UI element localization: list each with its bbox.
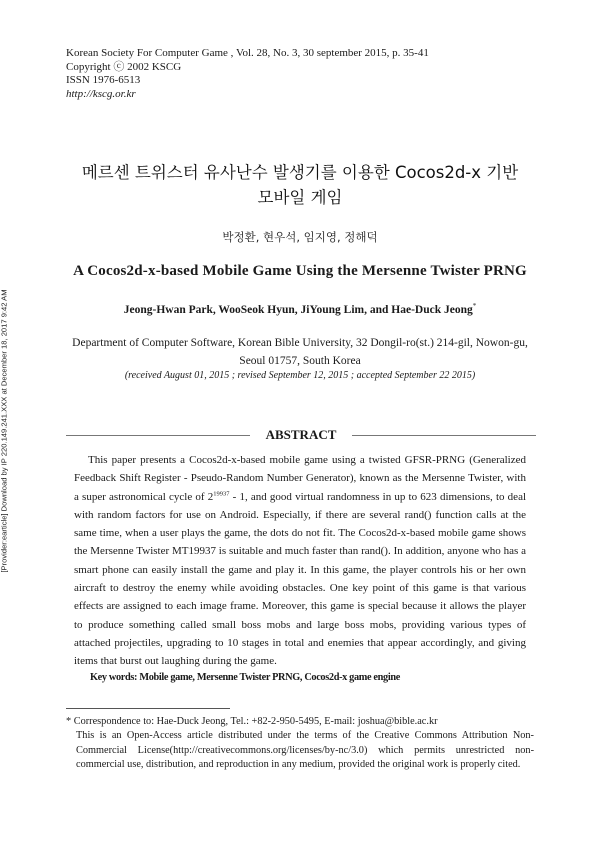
abstract-divider-left — [66, 435, 250, 436]
footnote — [66, 715, 534, 773]
copyright-line: Copyright ⓒ 2002 KSCG — [66, 60, 182, 73]
english-authors-names: Jeong-Hwan Park, WooSeok Hyun, JiYoung Lim, and Hae-Duck Jeong — [123, 303, 473, 316]
korean-title — [40, 160, 560, 210]
footnote-correspondence: * Correspondence to: Hae-Duck Jeong, Tel.: +82-2-950-5495, E-mail: joshua@bible.ac.kr — [66, 716, 438, 727]
download-stamp-text: [Provider:earticle] Download by IP 220.149.241.XXX at December 18, 2017 9:42 AM — [0, 289, 9, 573]
footnote-license: This is an Open-Access article distributed under the terms of the Creative Commons Attribution Non-Commercial License(http://creativecommons.org/licenses/by-nc/3.0) which permits unrestricted non-commercial use, distribution, and reproduction in any medium, provided the original work is properly cited. — [76, 730, 534, 771]
abstract-body — [74, 451, 526, 671]
abstract-heading: ABSTRACT — [265, 427, 337, 442]
issn-line: ISSN 1976-6513 — [66, 74, 141, 87]
journal-header — [66, 47, 429, 101]
footnote-divider — [66, 708, 230, 709]
korean-title-line-1: 메르센 트위스터 유사난수 발생기를 이용한 Cocos2d-x 기반 — [81, 163, 519, 182]
submission-dates: (received August 01, 2015 ; revised September 12, 2015 ; accepted September 22 2015) — [124, 370, 476, 381]
abstract-text-part-1: This paper presents a Cocos2d-x-based mobile game using a twisted GFSR-PRNG (Generalized Feedback Shift Register - Pseudo-Random Number Generator), known as the Mersenne Twister, with a super astronomical cycle of 2 — [74, 454, 526, 503]
english-authors — [30, 302, 570, 316]
corresponding-author-mark: * — [472, 302, 477, 310]
english-title: A Cocos2d-x-based Mobile Game Using the Mersenne Twister PRNG — [73, 263, 527, 279]
keywords: Key words: Mobile game, Mersenne Twister PRNG, Cocos2d-x game engine — [90, 672, 400, 683]
abstract-exponent: 19937 — [213, 489, 230, 497]
journal-citation: Korean Society For Computer Game , Vol. 28, No. 3, 30 september 2015, p. 35-41 — [66, 47, 429, 59]
affiliation — [66, 334, 534, 370]
download-stamp — [0, 276, 14, 586]
affiliation-line-1: Department of Computer Software, Korean Bible University, 32 Dongil-ro(st.) 214-gil, Nowon-gu, — [72, 337, 528, 349]
korean-title-line-2: 모바일 게임 — [257, 188, 343, 207]
journal-url-link[interactable]: http://kscg.or.kr — [66, 87, 136, 100]
abstract-divider-right — [352, 435, 536, 436]
abstract-text-part-2: - 1, and good virtual randomness in up to 623 dimensions, to deal with random factors for use on Android. Especially, if there are several rand() function calls at the same time, when a user plays the game, the dots do not fit. The Cocos2d-x-based mobile game shows the Mersenne Twister MT19937 is suitable and much faster than rand(). In addition, anyone who has a smart phone can easily install the game and play it. In this game, the player controls his or her own aircraft to destroy the enemy while avoiding obstacles. One key point of this game is that various effects are assigned to each image frame. Moreover, this game is special because it allows the player to produce something called small boss mobs and large boss mobs, providing various types of attached projectiles, upgrading to 10 stages in total and enemies that appear accordingly, and giving items that burst out laughing during the game. — [74, 490, 527, 668]
affiliation-line-2: Seoul 01757, South Korea — [239, 355, 361, 367]
korean-authors: 박정환, 현우석, 임지영, 정해덕 — [222, 230, 378, 244]
